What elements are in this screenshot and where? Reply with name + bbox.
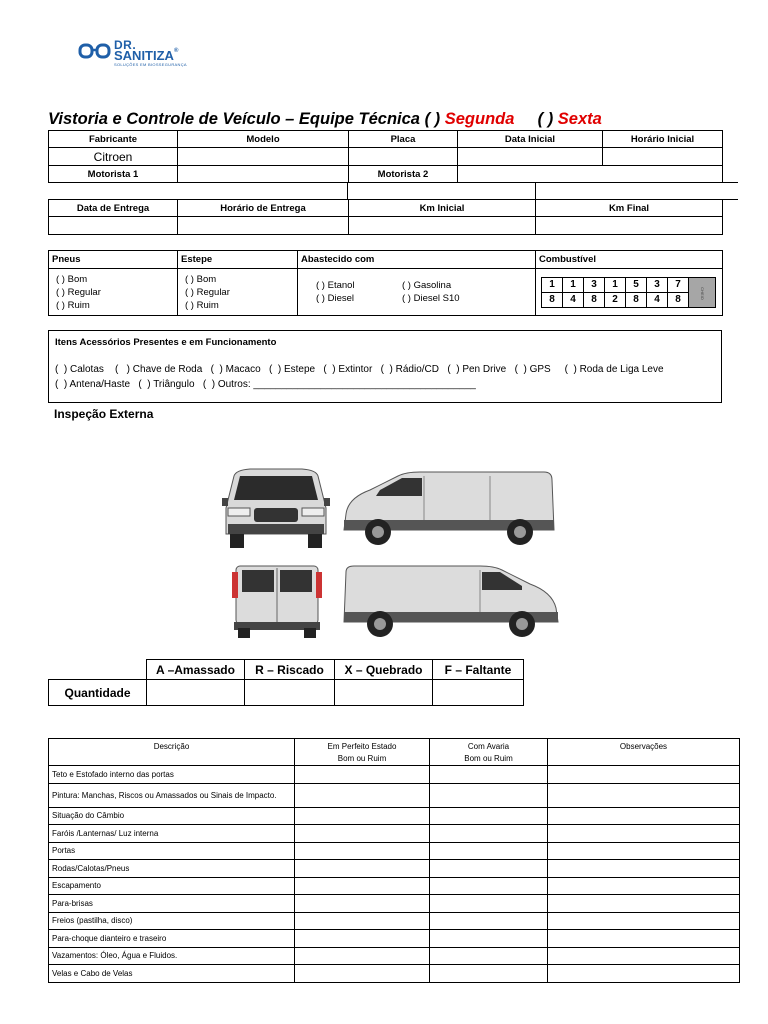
- observacoes-field[interactable]: [548, 965, 740, 983]
- divider: [535, 182, 536, 199]
- table-row: [49, 965, 740, 983]
- quebrado-qty-field[interactable]: [335, 680, 433, 706]
- motorista1-field[interactable]: [178, 166, 349, 183]
- segunda-checkbox[interactable]: ( ): [424, 110, 441, 128]
- header-estepe: Estepe: [178, 251, 298, 269]
- sexta-label: Sexta: [557, 110, 602, 128]
- header-data-inicial: Data Inicial: [458, 131, 603, 148]
- header-observacoes: Observações: [548, 739, 740, 766]
- fuel-full-cell[interactable]: [689, 277, 716, 307]
- accessories-title: Itens Acessórios Presentes e em Funcionamento: [55, 337, 277, 348]
- estepe-options: [178, 269, 298, 316]
- inspection-item-label: Vazamentos: Óleo, Água e Fluidos.: [49, 947, 295, 965]
- perfeito-estado-field[interactable]: [295, 912, 430, 930]
- estepe-regular-checkbox[interactable]: ( ) Regular: [185, 286, 230, 298]
- inspection-item-label: Rodas/Calotas/Pneus: [49, 860, 295, 878]
- placa-field[interactable]: [349, 148, 458, 166]
- legend-riscado: R – Riscado: [245, 660, 335, 680]
- header-km-inicial: Km Inicial: [349, 200, 536, 217]
- observacoes-field[interactable]: [548, 783, 740, 807]
- header-descricao: Descrição: [49, 739, 295, 766]
- van-side-view-right[interactable]: [340, 468, 558, 550]
- legend-quebrado: X – Quebrado: [335, 660, 433, 680]
- pneus-options: [49, 269, 178, 316]
- divider: [722, 199, 738, 200]
- header-perfeito-estado: Em Perfeito Estado Bom ou Ruim: [295, 739, 430, 766]
- perfeito-estado-field[interactable]: [295, 877, 430, 895]
- pneus-ruim-checkbox[interactable]: ( ) Ruim: [56, 299, 90, 311]
- fuel-fraction-den[interactable]: 8: [668, 292, 689, 307]
- table-row: [49, 825, 740, 843]
- header-horario-inicial: Horário Inicial: [603, 131, 723, 148]
- table-row: [49, 912, 740, 930]
- com-avaria-field[interactable]: [430, 895, 548, 913]
- fabricante-value[interactable]: Citroen: [49, 148, 178, 166]
- observacoes-field[interactable]: [548, 766, 740, 784]
- com-avaria-field[interactable]: [430, 877, 548, 895]
- table-row: [49, 807, 740, 825]
- com-avaria-field[interactable]: [430, 860, 548, 878]
- perfeito-estado-field[interactable]: [295, 965, 430, 983]
- estepe-ruim-checkbox[interactable]: ( ) Ruim: [185, 299, 219, 311]
- legend-faltante: F – Faltante: [433, 660, 524, 680]
- fuel-gauge-cell: [536, 269, 723, 316]
- estepe-bom-checkbox[interactable]: ( ) Bom: [185, 273, 217, 285]
- header-placa: Placa: [349, 131, 458, 148]
- fuel-fraction-num[interactable]: 3: [584, 277, 605, 292]
- fuel-fraction-den[interactable]: 2: [605, 292, 626, 307]
- inspection-item-label: Portas: [49, 842, 295, 860]
- table-row: [49, 895, 740, 913]
- com-avaria-field[interactable]: [430, 825, 548, 843]
- motorista2-field[interactable]: [458, 166, 723, 183]
- damage-legend-table: [48, 659, 524, 706]
- com-avaria-field[interactable]: [430, 965, 548, 983]
- table-row: [49, 842, 740, 860]
- observacoes-field[interactable]: [548, 860, 740, 878]
- fuel-fraction-num[interactable]: 1: [605, 277, 626, 292]
- table-row: [49, 877, 740, 895]
- com-avaria-field[interactable]: [430, 947, 548, 965]
- accessories-line2[interactable]: ( ) Antena/Haste ( ) Triângulo ( ) Outros: ________________________________________: [55, 379, 476, 390]
- perfeito-estado-field[interactable]: [295, 930, 430, 948]
- inspection-item-label: Para-choque dianteiro e traseiro: [49, 930, 295, 948]
- fuel-fraction-den[interactable]: 8: [542, 292, 563, 307]
- header-pneus: Pneus: [49, 251, 178, 269]
- fuel-fraction-den[interactable]: 8: [584, 292, 605, 307]
- observacoes-field[interactable]: [548, 842, 740, 860]
- observacoes-field[interactable]: [548, 947, 740, 965]
- perfeito-estado-field[interactable]: [295, 947, 430, 965]
- divider: [347, 182, 348, 199]
- perfeito-estado-field[interactable]: [295, 842, 430, 860]
- header-horario-entrega: Horário de Entrega: [178, 200, 349, 217]
- fuel-fraction-num[interactable]: 1: [542, 277, 563, 292]
- abastecido-options: [298, 269, 536, 316]
- header-combustivel: Combustível: [536, 251, 723, 269]
- legend-amassado: A –Amassado: [147, 660, 245, 680]
- divider: [722, 182, 738, 183]
- delivery-table: [48, 199, 723, 235]
- observacoes-field[interactable]: [548, 895, 740, 913]
- motorista2-label: Motorista 2: [349, 166, 458, 183]
- inspection-item-label: Faróis /Lanternas/ Luz interna: [49, 825, 295, 843]
- table-row: [49, 783, 740, 807]
- inspection-rows: [49, 766, 740, 983]
- legend-empty-corner: [49, 660, 147, 680]
- diesel-checkbox[interactable]: ( ) Diesel: [316, 293, 355, 304]
- riscado-qty-field[interactable]: [245, 680, 335, 706]
- fuel-fraction-num[interactable]: 7: [668, 277, 689, 292]
- page-title: Vistoria e Controle de Veículo – Equipe Técnica ( ) Segunda ( ) Sexta: [48, 110, 602, 128]
- table-row: [49, 860, 740, 878]
- header-modelo: Modelo: [178, 131, 349, 148]
- fuel-fraction-num[interactable]: 3: [647, 277, 668, 292]
- inspection-item-label: Velas e Cabo de Velas: [49, 965, 295, 983]
- header-km-final: Km Final: [536, 200, 723, 217]
- km-inicial-field[interactable]: [349, 217, 536, 235]
- fuel-fraction-den[interactable]: 4: [647, 292, 668, 307]
- header-data-entrega: Data de Entrega: [49, 200, 178, 217]
- modelo-field[interactable]: [178, 148, 349, 166]
- data-inicial-field[interactable]: [458, 148, 603, 166]
- com-avaria-field[interactable]: [430, 807, 548, 825]
- table-row: [49, 930, 740, 948]
- km-final-field[interactable]: [536, 217, 723, 235]
- logo-line1: DR.: [114, 38, 137, 52]
- logo-line2: SANITIZA®: [114, 48, 179, 63]
- header-fabricante: Fabricante: [49, 131, 178, 148]
- faltante-qty-field[interactable]: [433, 680, 524, 706]
- com-avaria-field[interactable]: [430, 842, 548, 860]
- inspection-item-label: Situação do Câmbio: [49, 807, 295, 825]
- horario-inicial-field[interactable]: [603, 148, 723, 166]
- pneus-regular-checkbox[interactable]: ( ) Regular: [56, 286, 101, 298]
- data-entrega-field[interactable]: [49, 217, 178, 235]
- inspection-item-label: Pintura: Manchas, Riscos ou Amassados ou Sinais de Impacto.: [49, 783, 295, 807]
- com-avaria-field[interactable]: [430, 766, 548, 784]
- perfeito-estado-field[interactable]: [295, 860, 430, 878]
- inspection-item-label: Freios (pastilha, disco): [49, 912, 295, 930]
- fuel-fraction-num[interactable]: 1: [563, 277, 584, 292]
- table-row: [49, 947, 740, 965]
- fuel-fraction-num[interactable]: 5: [626, 277, 647, 292]
- perfeito-estado-field[interactable]: [295, 825, 430, 843]
- com-avaria-field[interactable]: [430, 783, 548, 807]
- pneus-bom-checkbox[interactable]: ( ) Bom: [56, 273, 88, 285]
- header-com-avaria: Com Avaria Bom ou Ruim: [430, 739, 548, 766]
- accessories-box: [48, 330, 722, 403]
- observacoes-field[interactable]: [548, 825, 740, 843]
- inspection-item-label: Escapamento: [49, 877, 295, 895]
- fuel-gauge: [541, 277, 716, 308]
- header-abastecido: Abastecido com: [298, 251, 536, 269]
- perfeito-estado-field[interactable]: [295, 766, 430, 784]
- condition-table: [48, 250, 723, 316]
- com-avaria-field[interactable]: [430, 930, 548, 948]
- van-rear-view[interactable]: [230, 562, 324, 640]
- inspection-table: [48, 738, 740, 983]
- com-avaria-field[interactable]: [430, 912, 548, 930]
- fuel-fraction-den[interactable]: 4: [563, 292, 584, 307]
- amassado-qty-field[interactable]: [147, 680, 245, 706]
- observacoes-field[interactable]: [548, 930, 740, 948]
- table-row: [49, 766, 740, 784]
- diesel-s10-checkbox[interactable]: ( ) Diesel S10: [402, 293, 460, 304]
- etanol-checkbox[interactable]: ( ) Etanol: [316, 280, 355, 291]
- fuel-fraction-den[interactable]: 8: [626, 292, 647, 307]
- fuel-full-label: CHEIO: [699, 286, 705, 300]
- logo-tagline: SOLUÇÕES EM BIOSSEGURANÇA: [114, 62, 187, 67]
- sexta-checkbox[interactable]: ( ): [537, 110, 554, 128]
- company-logo: [78, 38, 208, 72]
- accessories-line1[interactable]: ( ) Calotas ( ) Chave de Roda ( ) Macaco ( ) Estepe ( ) Extintor ( ) Rádio/CD ( ) Pen Drive ( ) GPS ( ) Roda de Liga Leve: [55, 364, 664, 375]
- observacoes-field[interactable]: [548, 912, 740, 930]
- glasses-logo-icon: [78, 42, 112, 62]
- inspection-item-label: Teto e Estofado interno das portas: [49, 766, 295, 784]
- perfeito-estado-field[interactable]: [295, 783, 430, 807]
- van-side-view-left[interactable]: [340, 562, 562, 640]
- perfeito-estado-field[interactable]: [295, 895, 430, 913]
- external-inspection-title: Inspeção Externa: [54, 407, 154, 421]
- motorista1-label: Motorista 1: [49, 166, 178, 183]
- quantidade-label: Quantidade: [49, 680, 147, 706]
- observacoes-field[interactable]: [548, 877, 740, 895]
- observacoes-field[interactable]: [548, 807, 740, 825]
- van-front-view[interactable]: [222, 468, 330, 550]
- perfeito-estado-field[interactable]: [295, 807, 430, 825]
- horario-entrega-field[interactable]: [178, 217, 349, 235]
- inspection-item-label: Para-brisas: [49, 895, 295, 913]
- gasolina-checkbox[interactable]: ( ) Gasolina: [402, 280, 452, 291]
- segunda-label: Segunda: [444, 110, 515, 128]
- vehicle-info-table: [48, 130, 723, 183]
